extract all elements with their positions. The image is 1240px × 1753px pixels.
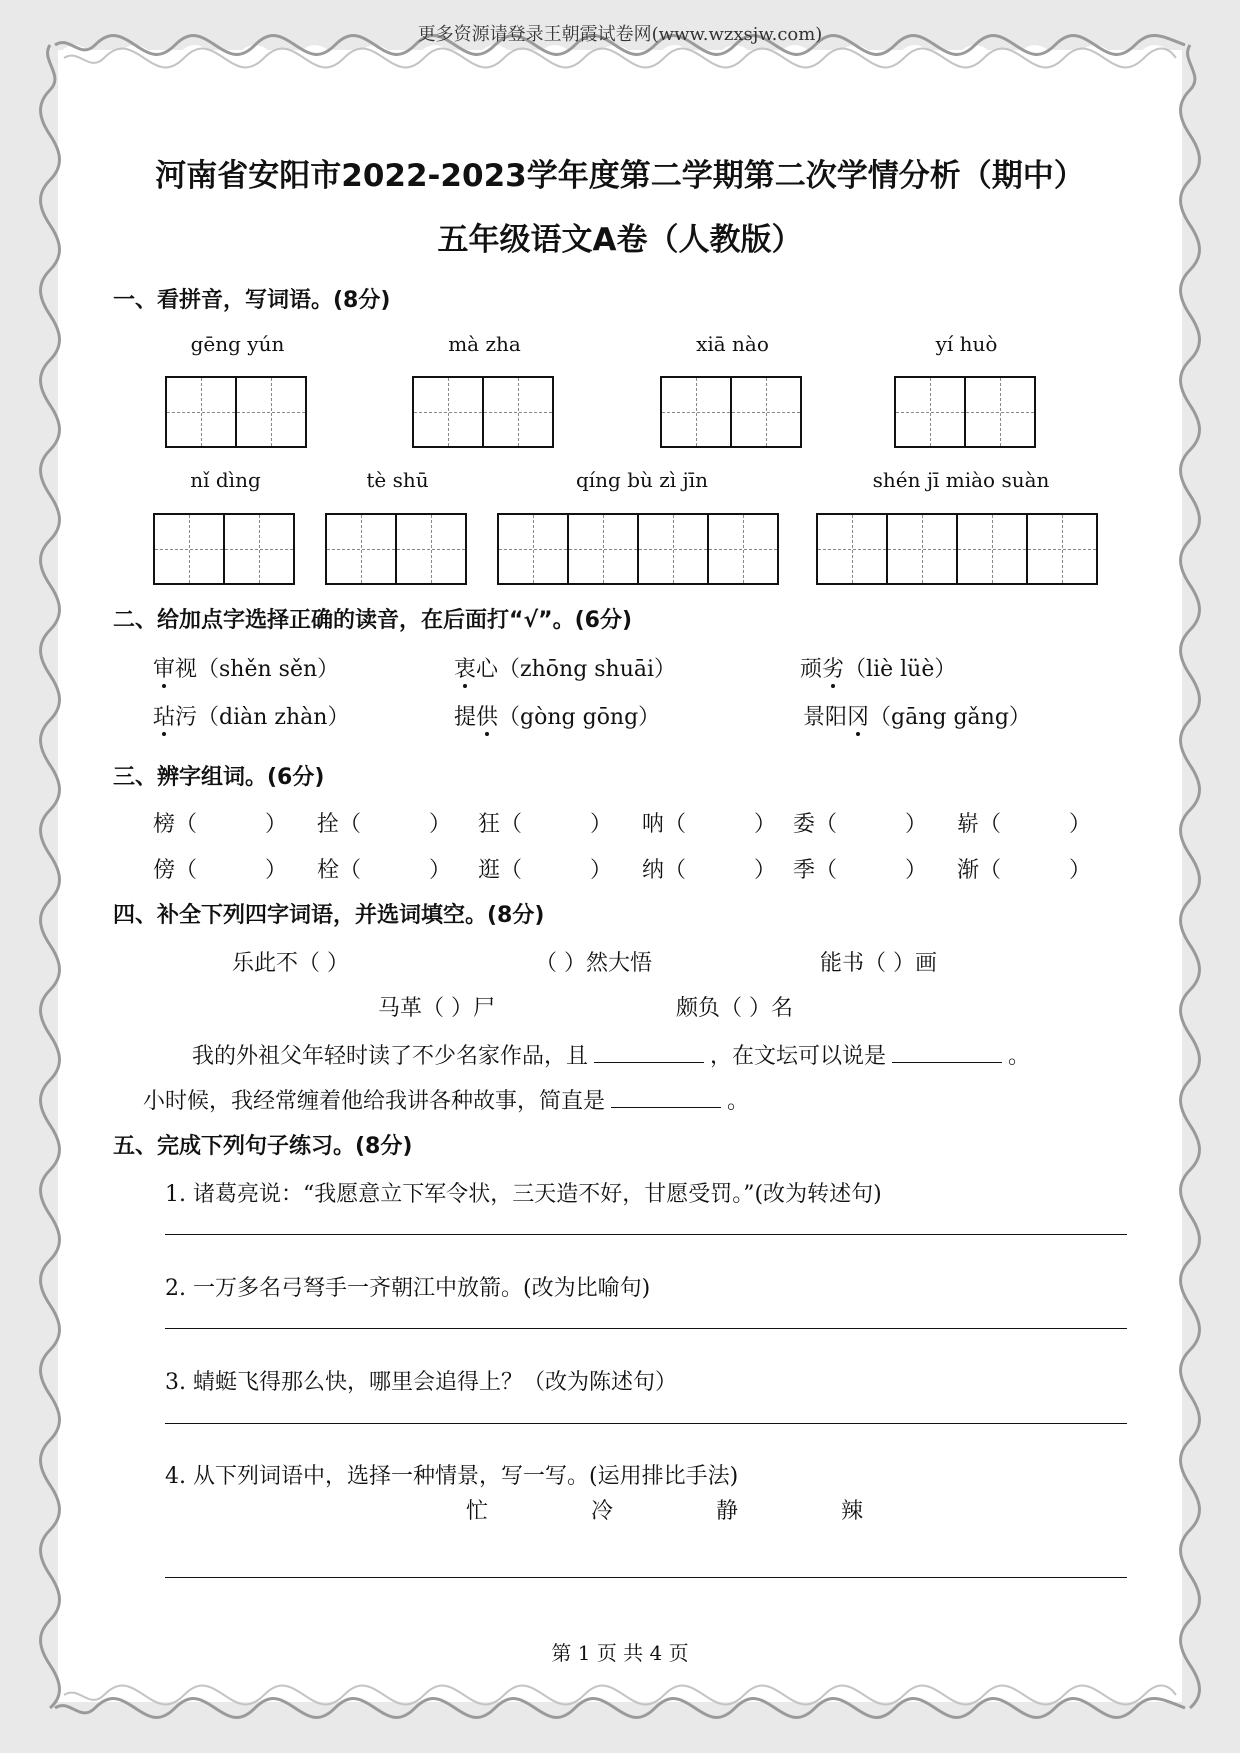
idiom-fill[interactable]: 马革（ ）尸 [378, 996, 495, 1021]
word-pair-open: 傍（ [153, 858, 198, 883]
word-pair-open: 渐（ [957, 858, 1002, 883]
word-pair-close[interactable]: ） [590, 858, 613, 883]
pronunciation-item[interactable]: 审视（shěn sěn） [153, 657, 340, 682]
answer-blank[interactable] [892, 1044, 1002, 1063]
section2-heading: 二、给加点字选择正确的读音，在后面打“√”。(6分) [113, 608, 633, 633]
word-pair-close[interactable]: ） [429, 858, 452, 883]
question-4: 4. 从下列词语中，选择一种情景，写一写。(运用排比手法) [165, 1464, 739, 1489]
scene-word: 冷 [591, 1499, 614, 1524]
section3-heading: 三、辨字组词。(6分) [113, 765, 325, 790]
answer-line[interactable] [165, 1423, 1127, 1424]
question-3: 3. 蜻蜓飞得那么快，哪里会追得上？（改为陈述句） [165, 1370, 677, 1395]
answer-line[interactable] [165, 1577, 1127, 1578]
writing-grid[interactable] [325, 513, 467, 585]
answer-blank[interactable] [594, 1044, 704, 1063]
pinyin-label: nǐ dìng [190, 468, 261, 492]
word-pair-open: 狂（ [478, 812, 523, 837]
word-pair-close[interactable]: ） [754, 858, 777, 883]
word-pair-open: 季（ [793, 858, 838, 883]
writing-grid[interactable] [412, 376, 554, 448]
word-pair-close[interactable]: ） [905, 858, 928, 883]
fill-in-paragraph: 我的外祖父年轻时读了不少名家作品，且 ，在文坛可以说是 。 [192, 1044, 1031, 1069]
answer-line[interactable] [165, 1234, 1127, 1235]
idiom-fill[interactable]: （ ）然大悟 [535, 951, 652, 976]
word-pair-open: 拴（ [317, 812, 362, 837]
idiom-fill[interactable]: 乐此不（ ） [232, 951, 349, 976]
pinyin-label: gēng yún [190, 332, 285, 356]
word-pair-open: 逛（ [478, 858, 523, 883]
writing-grid[interactable] [816, 513, 1098, 585]
word-pair-open: 崭（ [957, 812, 1002, 837]
answer-line[interactable] [165, 1328, 1127, 1329]
pronunciation-item[interactable]: 提供（gòng gōng） [454, 705, 661, 730]
question-1: 1. 诸葛亮说：“我愿意立下军令状，三天造不好，甘愿受罚。”(改为转述句) [165, 1182, 882, 1207]
pinyin-label: mà zha [448, 332, 521, 356]
word-pair-close[interactable]: ） [754, 812, 777, 837]
section1-heading: 一、看拼音，写词语。(8分) [113, 288, 391, 313]
word-pair-close[interactable]: ） [590, 812, 613, 837]
word-pair-close[interactable]: ） [429, 812, 452, 837]
word-pair-open: 委（ [793, 812, 838, 837]
pronunciation-item[interactable]: 景阳冈（gāng gǎng） [803, 705, 1031, 730]
writing-grid[interactable] [660, 376, 802, 448]
word-pair-open: 纳（ [642, 858, 687, 883]
page-number: 第 1 页 共 4 页 [551, 1641, 689, 1665]
scene-word: 辣 [841, 1499, 864, 1524]
word-pair-close[interactable]: ） [265, 812, 288, 837]
pinyin-label: xiā nào [696, 332, 769, 356]
pinyin-label: shén jī miào suàn [872, 468, 1050, 492]
exam-title: 河南省安阳市2022-2023学年度第二学期第二次学情分析（期中） [155, 158, 1085, 194]
section5-heading: 五、完成下列句子练习。(8分) [113, 1134, 413, 1159]
pronunciation-item[interactable]: 顽劣（liè lüè） [800, 657, 957, 682]
pinyin-label: yí huò [935, 332, 998, 356]
pinyin-label: tè shū [366, 468, 429, 492]
answer-blank[interactable] [611, 1089, 721, 1108]
idiom-fill[interactable]: 颇负（ ）名 [676, 996, 793, 1021]
scene-word: 静 [716, 1499, 739, 1524]
word-pair-close[interactable]: ） [1069, 812, 1092, 837]
scene-word: 忙 [466, 1499, 489, 1524]
source-banner: 更多资源请登录王朝霞试卷网(www.wzxsjw.com) [417, 24, 823, 45]
writing-grid[interactable] [153, 513, 295, 585]
word-pair-close[interactable]: ） [265, 858, 288, 883]
idiom-fill[interactable]: 能书（ ）画 [820, 951, 937, 976]
word-pair-open: 栓（ [317, 858, 362, 883]
question-2: 2. 一万多名弓弩手一齐朝江中放箭。(改为比喻句) [165, 1276, 651, 1301]
word-pair-close[interactable]: ） [1069, 858, 1092, 883]
writing-grid[interactable] [894, 376, 1036, 448]
word-pair-close[interactable]: ） [905, 812, 928, 837]
pronunciation-item[interactable]: 玷污（diàn zhàn） [153, 705, 350, 730]
pronunciation-item[interactable]: 衷心（zhōng shuāi） [454, 657, 677, 682]
section4-heading: 四、补全下列四字词语，并选词填空。(8分) [113, 903, 545, 928]
writing-grid[interactable] [165, 376, 307, 448]
word-pair-open: 榜（ [153, 812, 198, 837]
exam-subtitle: 五年级语文A卷（人教版） [437, 222, 803, 258]
writing-grid[interactable] [497, 513, 779, 585]
fill-in-paragraph: 小时候，我经常缠着他给我讲各种故事，简直是 。 [143, 1089, 750, 1114]
word-pair-open: 呐（ [642, 812, 687, 837]
pinyin-label: qíng bù zì jīn [575, 468, 709, 492]
